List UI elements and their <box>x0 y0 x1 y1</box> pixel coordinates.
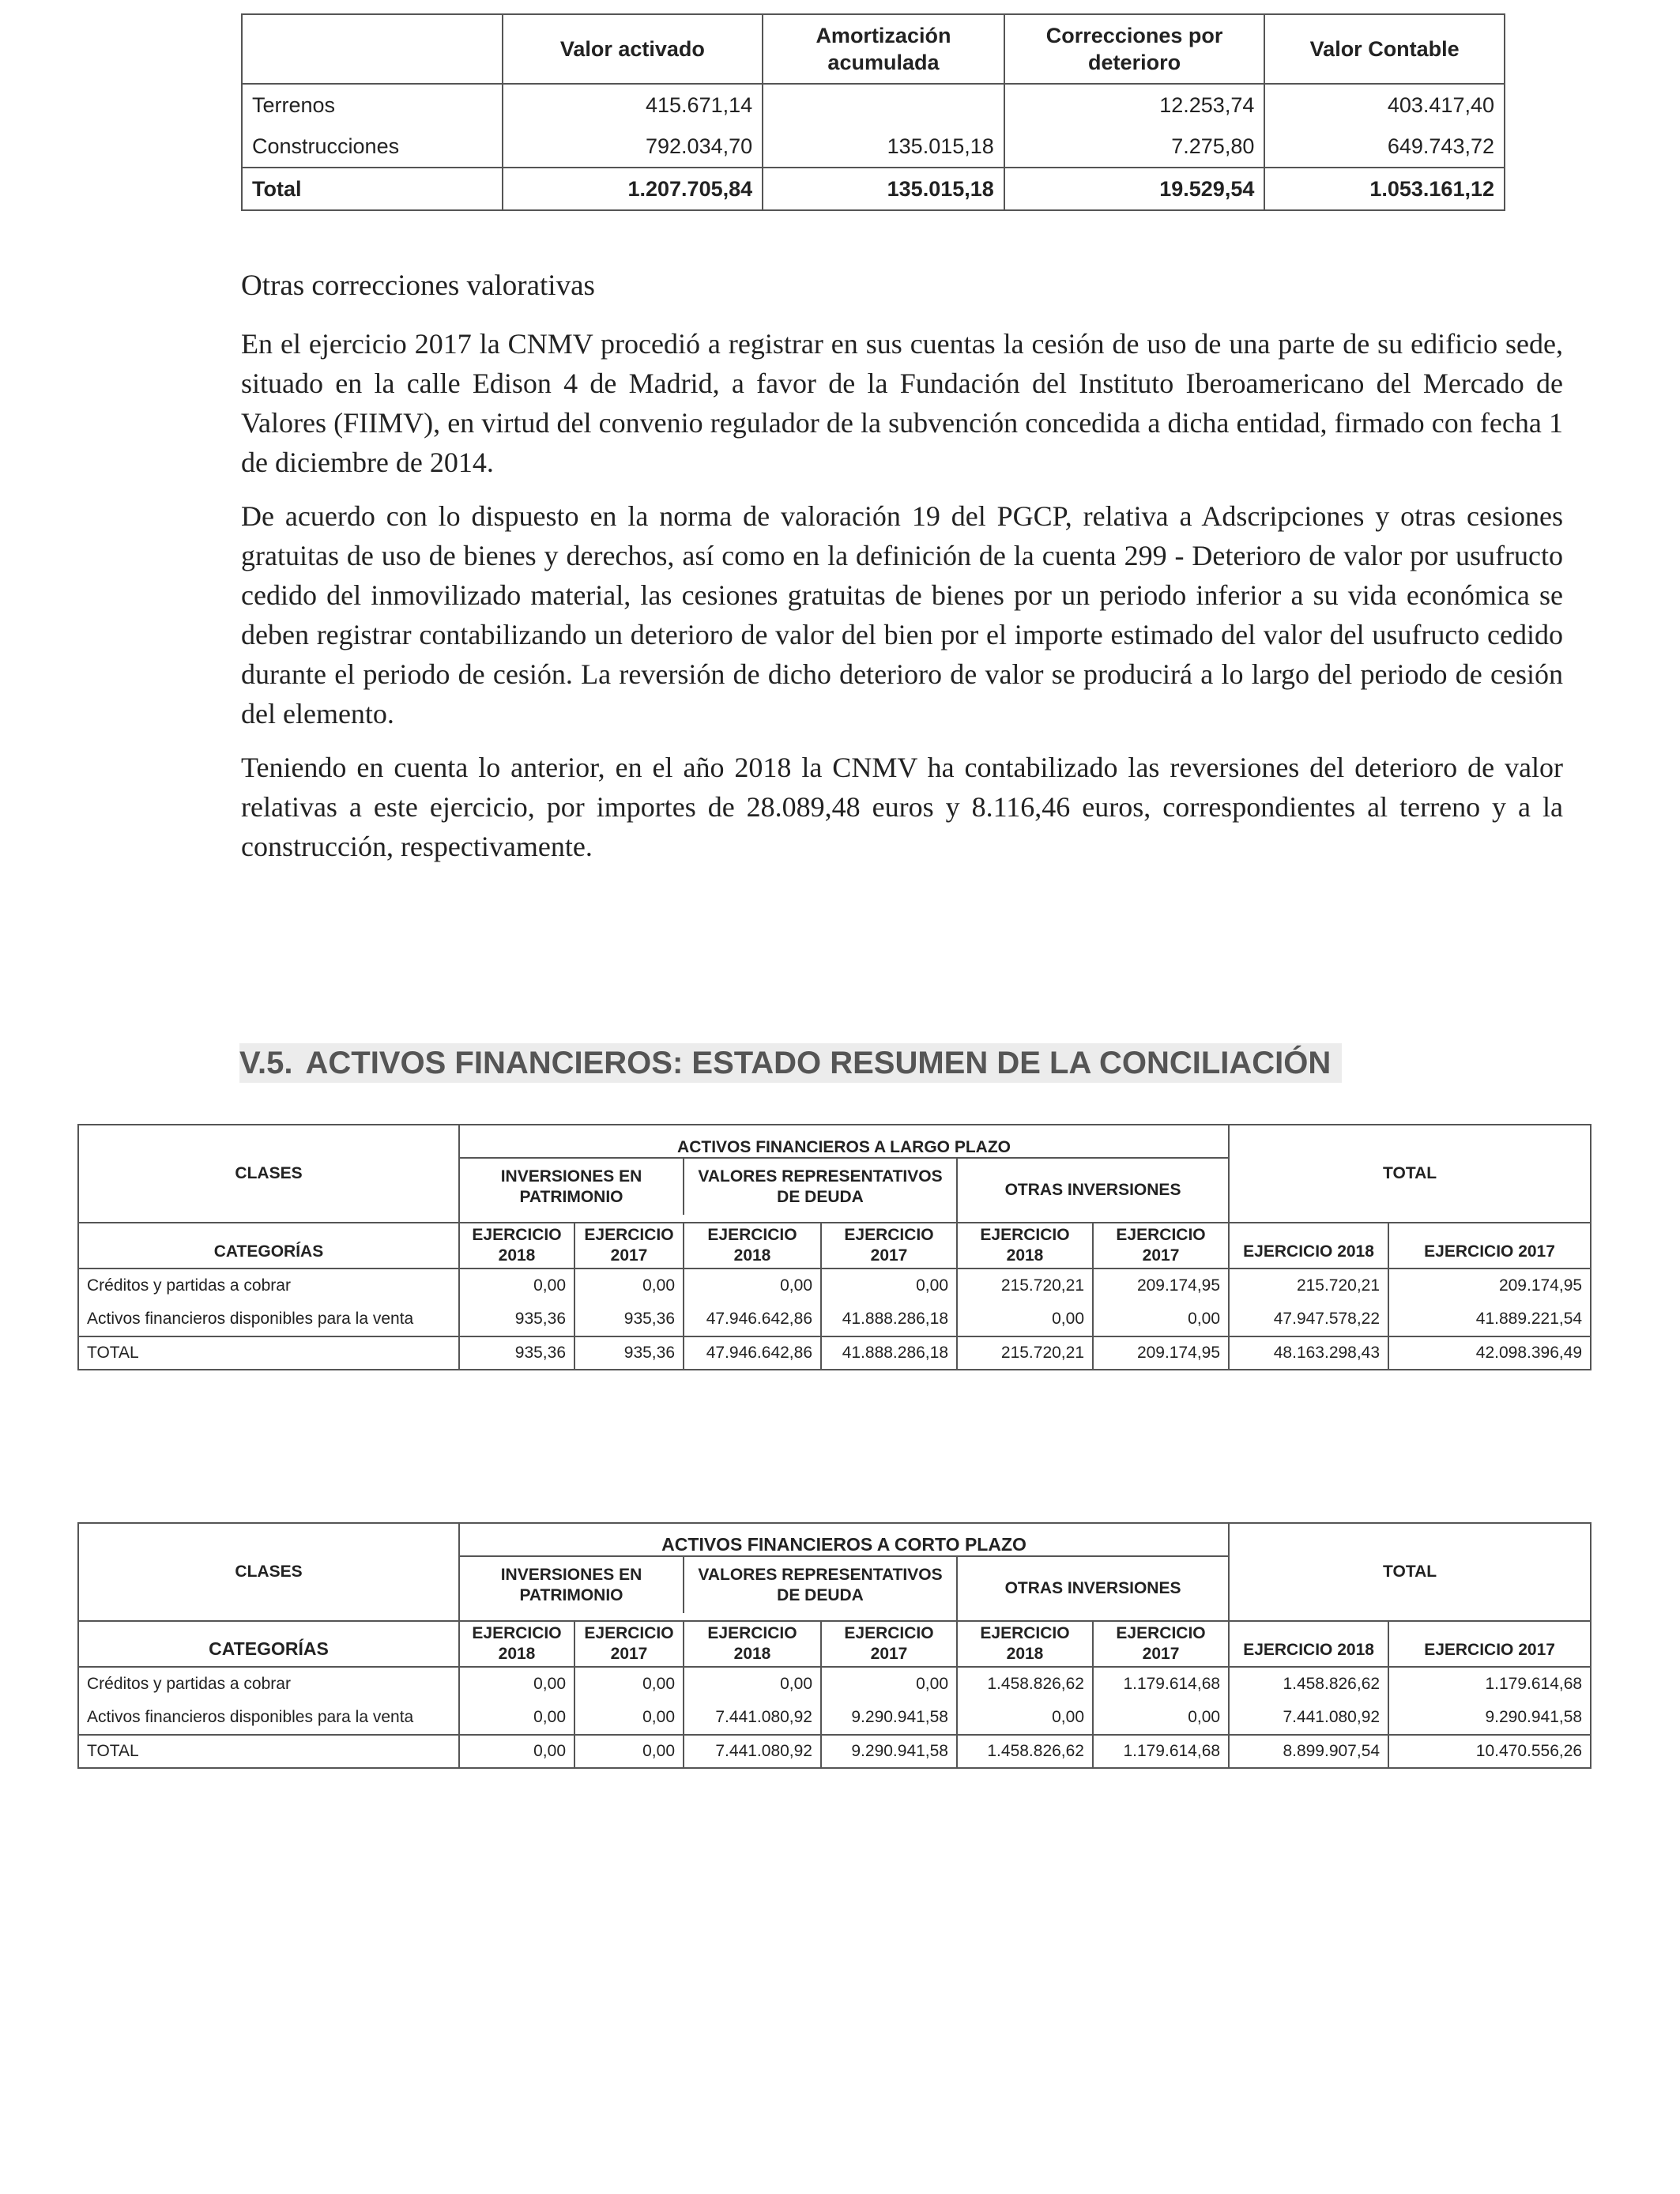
year-header: EJERCICIO 2018 <box>957 1621 1093 1667</box>
row-label: Total <box>242 168 503 210</box>
year-header: EJERCICIO 2018 <box>957 1223 1093 1269</box>
year-header: EJERCICIO 2018 <box>1229 1223 1388 1269</box>
subgroup-header: INVERSIONES EN PATRIMONIO <box>459 1158 684 1215</box>
cell: 215.720,21 <box>957 1336 1093 1370</box>
row-label: Activos financieros disponibles para la venta <box>78 1701 459 1735</box>
cell: 9.290.941,58 <box>821 1701 957 1735</box>
cell: 403.417,40 <box>1264 84 1505 126</box>
year-header: EJERCICIO 2018 <box>684 1621 821 1667</box>
cell: 42.098.396,49 <box>1388 1336 1591 1370</box>
cell: 935,36 <box>459 1302 574 1336</box>
cell: 0,00 <box>1093 1701 1229 1735</box>
cell: 0,00 <box>574 1701 684 1735</box>
cell: 0,00 <box>574 1735 684 1768</box>
cell: 209.174,95 <box>1388 1269 1591 1302</box>
cell: 7.275,80 <box>1004 126 1265 168</box>
cell: 41.888.286,18 <box>821 1302 957 1336</box>
cell: 209.174,95 <box>1093 1336 1229 1370</box>
cell: 1.458.826,62 <box>957 1667 1093 1701</box>
cell: 0,00 <box>459 1269 574 1302</box>
subgroup-header: VALORES REPRESENTATIVOS DE DEUDA <box>684 1556 957 1613</box>
cell: 0,00 <box>821 1667 957 1701</box>
total-header: TOTAL <box>1229 1523 1591 1621</box>
row-label: Créditos y partidas a cobrar <box>78 1269 459 1302</box>
categorias-header: CATEGORÍAS <box>78 1223 459 1269</box>
year-header: EJERCICIO 2017 <box>821 1621 957 1667</box>
cell: 9.290.941,58 <box>821 1735 957 1768</box>
cell: 0,00 <box>957 1701 1093 1735</box>
table-row <box>78 1701 1591 1735</box>
row-label: TOTAL <box>78 1336 459 1370</box>
cell: 792.034,70 <box>503 126 763 168</box>
table-row <box>78 1269 1591 1302</box>
table-total-row <box>78 1336 1591 1370</box>
cell: 41.889.221,54 <box>1388 1302 1591 1336</box>
year-header: EJERCICIO 2017 <box>1093 1621 1229 1667</box>
paragraph: Teniendo en cuenta lo anterior, en el año 2018 la CNMV ha contabilizado las reversiones del deterioro de valor relativas a este ejercicio, por importes de 28.089,48 euros y 8.116,46 euros, correspondientes al terreno y a la construcción, respectivamente. <box>241 752 1563 862</box>
table-row <box>242 126 1505 168</box>
year-header: EJERCICIO 2017 <box>1388 1621 1591 1667</box>
cell: 1.179.614,68 <box>1093 1667 1229 1701</box>
body-text <box>241 324 1563 880</box>
asset-value-table <box>241 13 1505 211</box>
row-label: Créditos y partidas a cobrar <box>78 1667 459 1701</box>
cell: 135.015,18 <box>763 126 1004 168</box>
cell: 209.174,95 <box>1093 1269 1229 1302</box>
cell: 12.253,74 <box>1004 84 1265 126</box>
table-row <box>78 1667 1591 1701</box>
cell: 1.053.161,12 <box>1264 168 1505 210</box>
year-header: EJERCICIO 2018 <box>684 1223 821 1269</box>
table-header-row <box>242 14 1505 84</box>
row-label: Construcciones <box>242 126 503 168</box>
subgroup-header: VALORES REPRESENTATIVOS DE DEUDA <box>684 1158 957 1215</box>
row-label: TOTAL <box>78 1735 459 1768</box>
financial-assets-short-term-table <box>77 1522 1591 1769</box>
table-total-row <box>242 168 1505 210</box>
table-total-row <box>78 1735 1591 1768</box>
cell: 0,00 <box>459 1735 574 1768</box>
section-heading <box>239 1043 1342 1083</box>
cell: 935,36 <box>574 1302 684 1336</box>
cell: 935,36 <box>459 1336 574 1370</box>
year-header: EJERCICIO 2018 <box>459 1621 574 1667</box>
row-label: Activos financieros disponibles para la venta <box>78 1302 459 1336</box>
group-header: ACTIVOS FINANCIEROS A LARGO PLAZO <box>459 1125 1229 1158</box>
year-header: EJERCICIO 2017 <box>574 1621 684 1667</box>
paragraph: De acuerdo con lo dispuesto en la norma de valoración 19 del PGCP, relativa a Adscripciones y otras cesiones gratuitas de uso de bienes y derechos, así como en la definición de la cuenta 299 - Deterioro de valor por usufructo cedido del inmovilizado material, las cesiones gratuitas de bienes por un periodo inferior a su vida económica se deben registrar contabilizando un deterioro de valor del bien por el importe estimado del valor del usufructo cedido durante el periodo de cesión. La reversión de dicho deterioro de valor se producirá a lo largo del periodo de cesión del elemento. <box>241 500 1563 729</box>
header-cell <box>242 14 503 84</box>
year-header: EJERCICIO 2018 <box>1229 1621 1388 1667</box>
cell <box>763 84 1004 126</box>
cell: 0,00 <box>684 1269 821 1302</box>
subgroup-header: OTRAS INVERSIONES <box>957 1556 1229 1621</box>
row-label: Terrenos <box>242 84 503 126</box>
cell: 47.947.578,22 <box>1229 1302 1388 1336</box>
clases-header: CLASES <box>78 1125 459 1223</box>
cell: 10.470.556,26 <box>1388 1735 1591 1768</box>
cell: 1.458.826,62 <box>1229 1667 1388 1701</box>
cell: 649.743,72 <box>1264 126 1505 168</box>
cell: 415.671,14 <box>503 84 763 126</box>
cell: 19.529,54 <box>1004 168 1265 210</box>
header-cell: Valor Contable <box>1264 14 1505 84</box>
cell: 1.179.614,68 <box>1093 1735 1229 1768</box>
cell: 1.458.826,62 <box>957 1735 1093 1768</box>
total-header: TOTAL <box>1229 1125 1591 1223</box>
cell: 1.207.705,84 <box>503 168 763 210</box>
subgroup-header: INVERSIONES EN PATRIMONIO <box>459 1556 684 1613</box>
cell: 7.441.080,92 <box>684 1735 821 1768</box>
table-row <box>78 1302 1591 1336</box>
cell: 47.946.642,86 <box>684 1336 821 1370</box>
cell: 0,00 <box>459 1701 574 1735</box>
header-cell: Correcciones por deterioro <box>1004 14 1265 84</box>
clases-header: CLASES <box>78 1523 459 1621</box>
cell: 48.163.298,43 <box>1229 1336 1388 1370</box>
year-header: EJERCICIO 2018 <box>459 1223 574 1269</box>
cell: 7.441.080,92 <box>1229 1701 1388 1735</box>
cell: 215.720,21 <box>957 1269 1093 1302</box>
cell: 0,00 <box>574 1269 684 1302</box>
section-title: ACTIVOS FINANCIEROS: ESTADO RESUMEN DE LA CONCILIACIÓN <box>305 1046 1332 1080</box>
group-header: ACTIVOS FINANCIEROS A CORTO PLAZO <box>459 1523 1229 1556</box>
header-cell: Amortización acumulada <box>763 14 1004 84</box>
year-header: EJERCICIO 2017 <box>1093 1223 1229 1269</box>
cell: 135.015,18 <box>763 168 1004 210</box>
cell: 41.888.286,18 <box>821 1336 957 1370</box>
year-header: EJERCICIO 2017 <box>821 1223 957 1269</box>
section-number: V.5. <box>239 1046 293 1080</box>
cell: 0,00 <box>459 1667 574 1701</box>
cell: 0,00 <box>684 1667 821 1701</box>
categorias-header: CATEGORÍAS <box>78 1621 459 1667</box>
cell: 7.441.080,92 <box>684 1701 821 1735</box>
year-header: EJERCICIO 2017 <box>1388 1223 1591 1269</box>
cell: 0,00 <box>574 1667 684 1701</box>
year-header: EJERCICIO 2017 <box>574 1223 684 1269</box>
paragraph: En el ejercicio 2017 la CNMV procedió a registrar en sus cuentas la cesión de uso de una parte de su edificio sede, situado en la calle Edison 4 de Madrid, a favor de la Fundación del Instituto Iberoamericano del Mercado de Valores (FIIMV), en virtud del convenio regulador de la subvención concedida a dicha entidad, firmado con fecha 1 de diciembre de 2014. <box>241 328 1563 478</box>
financial-assets-long-term-table <box>77 1124 1591 1370</box>
cell: 47.946.642,86 <box>684 1302 821 1336</box>
cell: 215.720,21 <box>1229 1269 1388 1302</box>
table-row <box>242 84 1505 126</box>
header-cell: Valor activado <box>503 14 763 84</box>
cell: 0,00 <box>1093 1302 1229 1336</box>
cell: 8.899.907,54 <box>1229 1735 1388 1768</box>
cell: 1.179.614,68 <box>1388 1667 1591 1701</box>
cell: 0,00 <box>821 1269 957 1302</box>
cell: 9.290.941,58 <box>1388 1701 1591 1735</box>
cell: 0,00 <box>957 1302 1093 1336</box>
subgroup-header: OTRAS INVERSIONES <box>957 1158 1229 1223</box>
cell: 935,36 <box>574 1336 684 1370</box>
section-subheading: Otras correcciones valorativas <box>241 270 595 302</box>
